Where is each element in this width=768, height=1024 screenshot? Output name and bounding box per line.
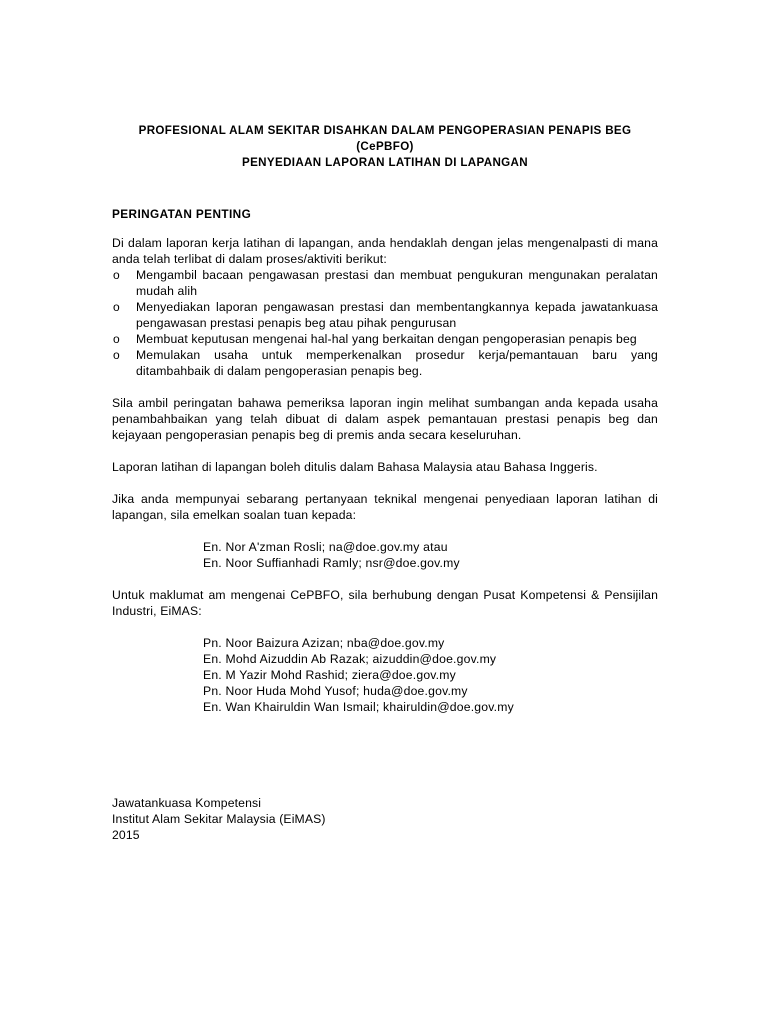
section-heading: PERINGATAN PENTING [112, 207, 252, 221]
bullet-marker: o [113, 332, 120, 346]
list-item-text: Membuat keputusan mengenai hal-hal yang berkaitan dengan pengoperasian penapis beg [136, 332, 637, 346]
list-item [112, 267, 658, 299]
list-item-text: Mengambil bacaan pengawasan prestasi dan membuat pengukuran mengunakan peralatan mudah alih [136, 268, 658, 298]
reminder-paragraph: Sila ambil peringatan bahawa pemeriksa laporan ingin melihat sumbangan anda kepada usaha penambahbaikan yang telah dibuat di dalam aspek pemantauan prestasi penapis beg dan kejayaan pengoperasian penapis beg di premis anda secara keseluruhan. [112, 396, 658, 442]
list-item [112, 331, 658, 347]
contact-line: En. Wan Khairuldin Wan Ismail; khairuldin@doe.gov.my [203, 700, 514, 714]
activity-list [112, 267, 658, 379]
document-title [112, 123, 658, 171]
list-item [112, 347, 658, 379]
contact-line: En. Noor Suffianhadi Ramly; nsr@doe.gov.my [203, 556, 460, 570]
general-contacts [112, 635, 658, 715]
signature-year: 2015 [112, 828, 140, 842]
bullet-marker: o [113, 348, 120, 362]
intro-paragraph: Di dalam laporan kerja latihan di lapangan, anda hendaklah dengan jelas mengenalpasti di mana anda telah terlibat di dalam proses/aktiviti berikut: [112, 236, 658, 266]
contact-line: En. Nor A'zman Rosli; na@doe.gov.my atau [203, 540, 448, 554]
title-line-1: PROFESIONAL ALAM SEKITAR DISAHKAN DALAM PENGOPERASIAN PENAPIS BEG (CePBFO) [138, 124, 632, 153]
signature-committee: Jawatankuasa Kompetensi [112, 796, 262, 810]
bullet-marker: o [113, 268, 120, 282]
list-item [112, 299, 658, 331]
general-info-paragraph: Untuk maklumat am mengenai CePBFO, sila berhubung dengan Pusat Kompetensi & Pensijilan Industri, EiMAS: [112, 588, 658, 618]
contact-line: Pn. Noor Huda Mohd Yusof; huda@doe.gov.my [203, 684, 468, 698]
signature-institute: Institut Alam Sekitar Malaysia (EiMAS) [112, 812, 326, 826]
list-item-text: Memulakan usaha untuk memperkenalkan prosedur kerja/pemantauan baru yang ditambahbaik di dalam pengoperasian penapis beg. [136, 348, 658, 378]
contact-line: En. Mohd Aizuddin Ab Razak; aizuddin@doe.gov.my [203, 652, 497, 666]
language-paragraph: Laporan latihan di lapangan boleh ditulis dalam Bahasa Malaysia atau Bahasa Inggeris. [112, 460, 598, 474]
technical-paragraph: Jika anda mempunyai sebarang pertanyaan teknikal mengenai penyediaan laporan latihan di lapangan, sila emelkan soalan tuan kepada: [112, 492, 658, 522]
list-item-text: Menyediakan laporan pengawasan prestasi dan membentangkannya kepada jawatankuasa pengawasan prestasi penapis beg atau pihak pengurusan [136, 300, 658, 330]
contact-line: En. M Yazir Mohd Rashid; ziera@doe.gov.my [203, 668, 456, 682]
bullet-marker: o [113, 300, 120, 314]
title-line-2: PENYEDIAAN LAPORAN LATIHAN DI LAPANGAN [242, 156, 528, 169]
technical-contacts [112, 539, 658, 571]
document-body [112, 206, 658, 715]
signature-block [112, 795, 658, 843]
contact-line: Pn. Noor Baizura Azizan; nba@doe.gov.my [203, 636, 445, 650]
